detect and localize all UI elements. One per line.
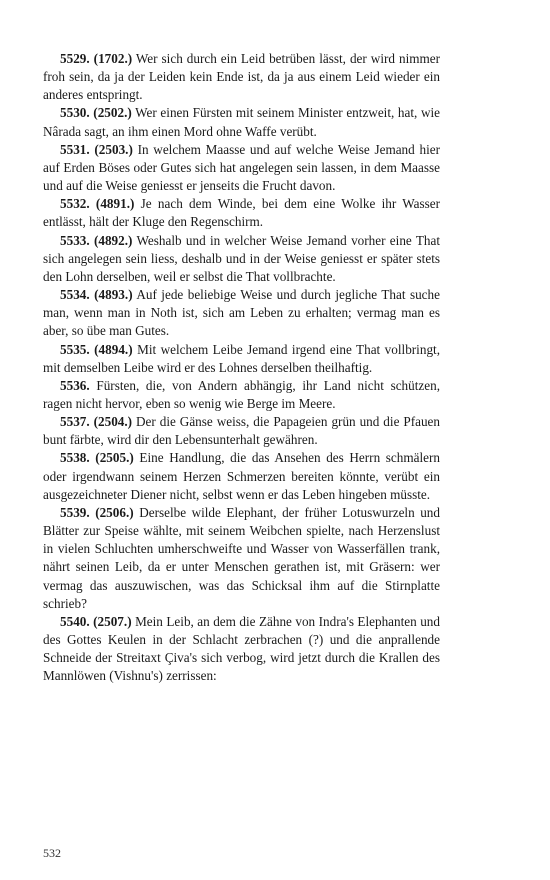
entry-text: In welchem Maasse und auf welche Weise Jemand hier auf Erden Böses oder Gutes sich hat angelegen sein lassen, in dem Maasse und auf die Weise geniesst er jenseits die Frucht davon. (43, 141, 440, 194)
entry-5537 (43, 413, 440, 449)
entry-5539 (43, 504, 440, 613)
entry-text: Wer sich durch ein Leid betrüben lässt, der wird nimmer froh sein, da ja der Leiden kein Ende ist, da ja aus einem Leid wieder ein anderes entspringt. (43, 51, 440, 103)
entry-5535 (43, 341, 440, 377)
entry-text: Auf jede beliebige Weise und durch jegliche That suche man, wenn man in Noth ist, sich am Leben zu erhalten; vermag man es aber, so übe man Gutes. (43, 287, 440, 339)
entry-5538 (43, 449, 440, 503)
entry-text: Mein Leib, an dem die Zähne von Indra's Elephanten und des Gottes Keulen in der Schlacht zerbrachen (?) und die anprallende Schneide der Streitaxt Çiva's sich verbog, wird jetzt durch die Krallen des Mannlöwen (Vishnu's) zerrissen: (43, 613, 440, 684)
page-number: 532 (43, 846, 61, 860)
entry-text: Weshalb und in welcher Weise Jemand vorher eine That sich angelegen sein liess, deshalb und in der Weise geniesst er später stets den Lohn derselben, weil er selbst die That vollbrachte. (43, 232, 440, 284)
entry-5536 (43, 377, 440, 413)
entry-text: Derselbe wilde Elephant, der früher Lotuswurzeln und Blätter zur Speise wählte, mit seinem Weibchen spielte, nach Herzenslust in vielen Schluchten umherschweifte und Wasser von Wasserfällen trank, nährt seinen Leib, da er unter Menschen gerathen ist, mit Gräsern: wer vermag das auszuwischen, was das Schicksal ihm auf die Stirnplatte schrieb? (43, 504, 440, 611)
entry-text: Wer einen Fürsten mit seinem Minister entzweit, hat, wie Nârada sagt, an ihm einen Mord ohne Waffe verübt. (43, 105, 441, 139)
entry-5530 (43, 104, 440, 140)
entry-number: 5536. (60, 377, 90, 393)
entry-number: 5530. (2502.) (60, 105, 132, 121)
entry-text: Je nach dem Winde, bei dem eine Wolke ihr Wasser entlässt, hält der Kluge den Regenschirm. (43, 196, 440, 230)
entry-number: 5534. (4893.) (60, 287, 133, 303)
entry-5531 (43, 141, 440, 195)
entry-number: 5535. (4894.) (60, 341, 133, 357)
entry-5540 (43, 613, 440, 686)
entry-text: Fürsten, die, von Andern abhängig, ihr Land nicht schützen, ragen nicht hervor, eben so wenig wie Berge im Meere. (43, 377, 440, 411)
page-body (43, 50, 440, 685)
entry-5529 (43, 50, 440, 104)
entry-number: 5537. (2504.) (60, 414, 133, 430)
entry-text: Eine Handlung, die das Ansehen des Herrn schmälern oder irgendwann seinem Herzen Schmerzen bereiten könnte, verübt ein ausgezeichneter Diener nicht, selbst wenn er das Leben hingeben müsste. (43, 450, 440, 502)
entry-number: 5540. (2507.) (60, 613, 132, 629)
entry-text: Mit welchem Leibe Jemand irgend eine That vollbringt, mit demselben Leibe wird er des Lohnes derselben theilhaftig. (43, 341, 440, 375)
entry-5532 (43, 195, 440, 231)
entry-number: 5532. (4891.) (60, 196, 135, 212)
entry-5533 (43, 232, 440, 286)
entry-number: 5538. (2505.) (60, 450, 134, 466)
entry-number: 5533. (4892.) (60, 232, 133, 248)
entry-5534 (43, 286, 440, 340)
entry-number: 5529. (1702.) (60, 51, 133, 66)
entry-number: 5539. (2506.) (60, 504, 134, 520)
entry-number: 5531. (2503.) (60, 141, 133, 157)
entry-text: Der die Gänse weiss, die Papageien grün und die Pfauen bunt färbte, wird dir den Lebensunterhalt gewähren. (43, 414, 440, 448)
